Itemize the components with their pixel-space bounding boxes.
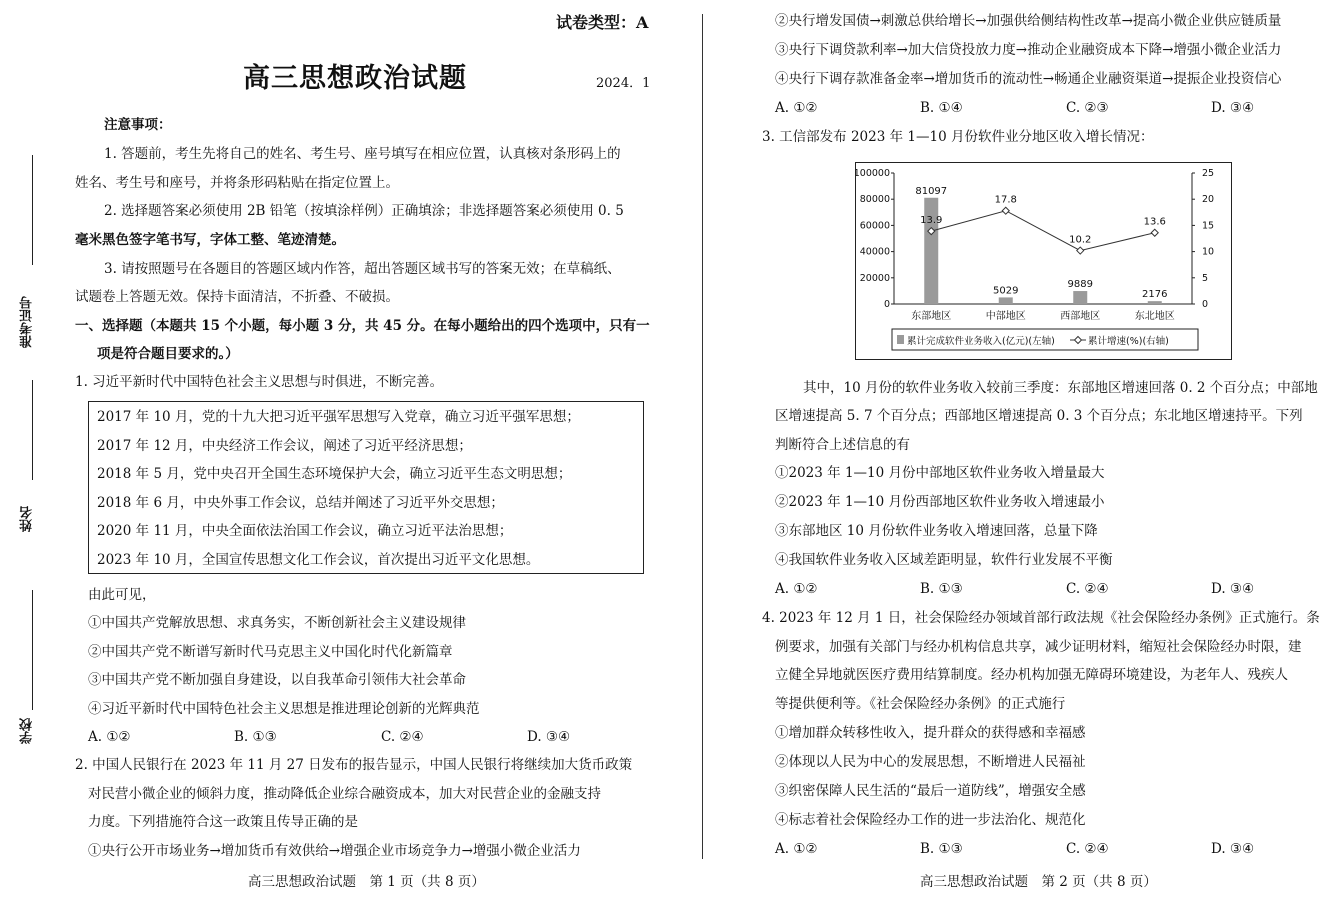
- question-4-option-a: A. ①②: [775, 841, 818, 857]
- notice-line: 3. 请按照题号在各题目的答题区域内作答，超出答题区域书写的答案无效；在草稿纸、: [104, 261, 621, 277]
- question-1-option-b: B. ①③: [234, 729, 277, 745]
- question-3-option-d: D. ③④: [1211, 581, 1255, 597]
- paper-type: 试卷类型：A: [556, 13, 649, 32]
- label-school: 学校: [20, 718, 35, 744]
- question-1-option-d: D. ③④: [527, 729, 571, 745]
- footer-page-2: 高三思想政治试题 第 2 页（共 8 页）: [920, 874, 1157, 890]
- question-1-option-a: A. ①②: [88, 729, 131, 745]
- bar: [999, 297, 1013, 304]
- notice-line: 2. 选择题答案必须使用 2B 铅笔（按填涂样例）正确填涂；非选择题答案必须使用 0. 5: [104, 203, 624, 219]
- footer-page-1: 高三思想政治试题 第 1 页（共 8 页）: [248, 874, 485, 890]
- question-2-stem: 对民营小微企业的倾斜力度，推动降低企业综合融资成本，加大对民营企业的金融支持: [88, 786, 601, 802]
- category-label: 西部地区: [1060, 311, 1101, 322]
- question-4-stem: 立健全异地就医医疗费用结算制度。经办机构加强无障碍环境建设，为老年人、残疾人: [775, 667, 1288, 683]
- bar: [1148, 301, 1162, 304]
- question-3-option-b: B. ①③: [920, 581, 963, 597]
- right-tick-label: 10: [1202, 246, 1215, 258]
- question-3-item: ②2023 年 1—10 月份西部地区软件业务收入增速最小: [775, 494, 1105, 510]
- chart-frame: [855, 162, 1232, 360]
- column-divider: [702, 14, 703, 859]
- label-exam-number: 准考证号: [20, 296, 35, 348]
- question-2-item: ③央行下调贷款利率→加大信贷投放力度→推动企业融资成本下降→增强小微企业活力: [775, 42, 1282, 58]
- question-3-text: 判断符合上述信息的有: [775, 437, 910, 453]
- question-2-item: ①央行公开市场业务→增加货币有效供给→增强企业市场竞争力→增强小微企业活力: [88, 843, 581, 859]
- question-4-item: ③织密保障人民生活的“最后一道防线”，增强安全感: [775, 783, 1086, 799]
- notice-heading: 注意事项：: [104, 117, 172, 133]
- material-line: 2017 年 10 月，党的十九大把习近平强军思想写入党章，确立习近平强军思想；: [97, 409, 580, 425]
- notice-line: 1. 答题前，考生先将自己的姓名、考生号、座号填写在相应位置，认真核对条形码上的: [104, 146, 621, 162]
- right-tick-label: 20: [1202, 194, 1215, 206]
- material-line: 2020 年 11 月，中央全面依法治国工作会议，确立习近平法治思想；: [97, 523, 513, 539]
- page-title: 高三思想政治试题: [243, 63, 467, 94]
- growth-point: [1151, 229, 1158, 236]
- question-4-stem: 4. 2023 年 12 月 1 日，社会保险经办领域首部行政法规《社会保险经办条例》正式施行。条: [762, 610, 1320, 626]
- growth-value-label: 13.6: [1143, 216, 1166, 228]
- question-2-stem: 力度。下列措施符合这一政策且传导正确的是: [88, 814, 358, 830]
- revenue-growth-chart: [856, 163, 1231, 359]
- material-box: [88, 401, 644, 574]
- right-tick-label: 0: [1202, 299, 1209, 310]
- question-4-stem: 例要求，加强有关部门与经办机构信息共享，减少证明材料，缩短社会保险经办时限，建: [775, 639, 1302, 655]
- growth-point: [1002, 207, 1009, 214]
- question-3-stem: 3. 工信部发布 2023 年 1—10 月份软件业分地区收入增长情况：: [762, 129, 1154, 145]
- sideline: [32, 380, 33, 480]
- question-3-text: 区增速提高 5. 7 个百分点；西部地区增速提高 0. 3 个百分点；东北地区增速持平。下列: [775, 408, 1303, 424]
- question-2-option-b: B. ①④: [920, 100, 963, 116]
- material-line: 2018 年 6 月，中央外事工作会议，总结并阐述了习近平外交思想；: [97, 495, 504, 511]
- question-2-option-c: C. ②③: [1066, 100, 1109, 116]
- legend-label-line: 累计增速(%)(右轴): [1088, 336, 1169, 347]
- left-tick-label: 100000: [856, 168, 890, 179]
- sideline: [32, 155, 33, 265]
- right-tick-label: 5: [1202, 272, 1209, 284]
- left-tick-label: 40000: [859, 246, 890, 258]
- material-line: 2018 年 5 月，党中央召开全国生态环境保护大会，确立习近平生态文明思想；: [97, 466, 572, 482]
- left-tick-label: 80000: [859, 194, 890, 206]
- question-1-lead: 由此可见，: [88, 587, 156, 603]
- question-4-option-d: D. ③④: [1211, 841, 1255, 857]
- legend-label-bar: 累计完成软件业务收入(亿元)(左轴): [907, 336, 1055, 347]
- bar-value-label: 2176: [1142, 289, 1168, 301]
- question-2-item: ④央行下调存款准备金率→增加货币的流动性→畅通企业融资渠道→提振企业投资信心: [775, 71, 1282, 87]
- left-tick-label: 0: [883, 299, 890, 310]
- question-1-item: ③中国共产党不断加强自身建设，以自我革命引领伟大社会革命: [88, 672, 466, 688]
- notice-line: 姓名、考生号和座号，并将条形码粘贴在指定位置上。: [75, 175, 399, 191]
- question-2-option-d: D. ③④: [1211, 100, 1255, 116]
- question-4-stem: 等提供便利等。《社会保险经办条例》的正式施行: [775, 696, 1066, 712]
- category-label: 东部地区: [911, 311, 952, 322]
- material-line: 2017 年 12 月，中央经济工作会议，阐述了习近平经济思想；: [97, 438, 472, 454]
- question-1-item: ④习近平新时代中国特色社会主义思想是推进理论创新的光辉典范: [88, 701, 480, 717]
- bar-value-label: 9889: [1067, 279, 1093, 291]
- bar: [924, 198, 938, 304]
- question-4-option-c: C. ②④: [1066, 841, 1109, 857]
- question-1-item: ②中国共产党不断谱写新时代马克思主义中国化时代化新篇章: [88, 644, 453, 660]
- exam-date: 2024．1: [596, 76, 651, 91]
- growth-value-label: 13.9: [920, 215, 943, 227]
- question-3-option-a: A. ①②: [775, 581, 818, 597]
- category-label: 东北地区: [1134, 311, 1175, 322]
- material-line: 2023 年 10 月，全国宣传思想文化工作会议，首次提出习近平文化思想。: [97, 552, 540, 568]
- growth-line: [931, 211, 1155, 251]
- question-1-option-c: C. ②④: [381, 729, 424, 745]
- question-2-stem: 2. 中国人民银行在 2023 年 11 月 27 日发布的报告显示，中国人民银行将继续加大货币政策: [75, 757, 633, 773]
- growth-value-label: 10.2: [1069, 234, 1092, 246]
- question-3-item: ①2023 年 1—10 月份中部地区软件业务收入增量最大: [775, 465, 1105, 481]
- section-heading: 一、选择题（本题共 15 个小题，每小题 3 分，共 45 分。在每小题给出的四个选项中，只有一: [75, 318, 650, 334]
- question-3-text: 其中，10 月份的软件业务收入较前三季度：东部地区增速回落 0. 2 个百分点；中部地: [803, 380, 1318, 396]
- bar-value-label: 5029: [993, 285, 1019, 297]
- right-tick-label: 15: [1202, 220, 1215, 232]
- question-3-option-c: C. ②④: [1066, 581, 1109, 597]
- question-1-stem: 1. 习近平新时代中国特色社会主义思想与时俱进，不断完善。: [75, 374, 444, 390]
- section-heading: 项是符合题目要求的。）: [97, 346, 239, 362]
- label-name: 姓名: [20, 506, 35, 532]
- right-tick-label: 25: [1202, 168, 1215, 179]
- sideline: [32, 590, 33, 710]
- category-label: 中部地区: [985, 311, 1026, 322]
- question-2-item: ②央行增发国债→刺激总供给增长→加强供给侧结构性改革→提高小微企业供应链质量: [775, 13, 1282, 29]
- bar-value-label: 81097: [915, 185, 948, 197]
- left-tick-label: 60000: [859, 220, 890, 232]
- question-1-item: ①中国共产党解放思想、求真务实，不断创新社会主义建设规律: [88, 615, 466, 631]
- legend-bar-swatch: [897, 335, 904, 344]
- question-4-item: ②体现以人民为中心的发展思想，不断增进人民福祉: [775, 754, 1086, 770]
- left-tick-label: 20000: [859, 272, 890, 284]
- question-4-option-b: B. ①③: [920, 841, 963, 857]
- question-3-item: ④我国软件业务收入区域差距明显，软件行业发展不平衡: [775, 552, 1113, 568]
- question-3-item: ③东部地区 10 月份软件业务收入增速回落，总量下降: [775, 523, 1098, 539]
- notice-line: 毫米黑色签字笔书写，字体工整、笔迹清楚。: [75, 232, 345, 248]
- question-4-item: ①增加群众转移性收入，提升群众的获得感和幸福感: [775, 725, 1086, 741]
- question-2-option-a: A. ①②: [775, 100, 818, 116]
- question-4-item: ④标志着社会保险经办工作的进一步法治化、规范化: [775, 812, 1086, 828]
- bar: [1073, 291, 1087, 304]
- growth-value-label: 17.8: [994, 194, 1017, 206]
- notice-line: 试题卷上答题无效。保持卡面清洁，不折叠、不破损。: [75, 289, 399, 305]
- growth-point: [1077, 247, 1084, 254]
